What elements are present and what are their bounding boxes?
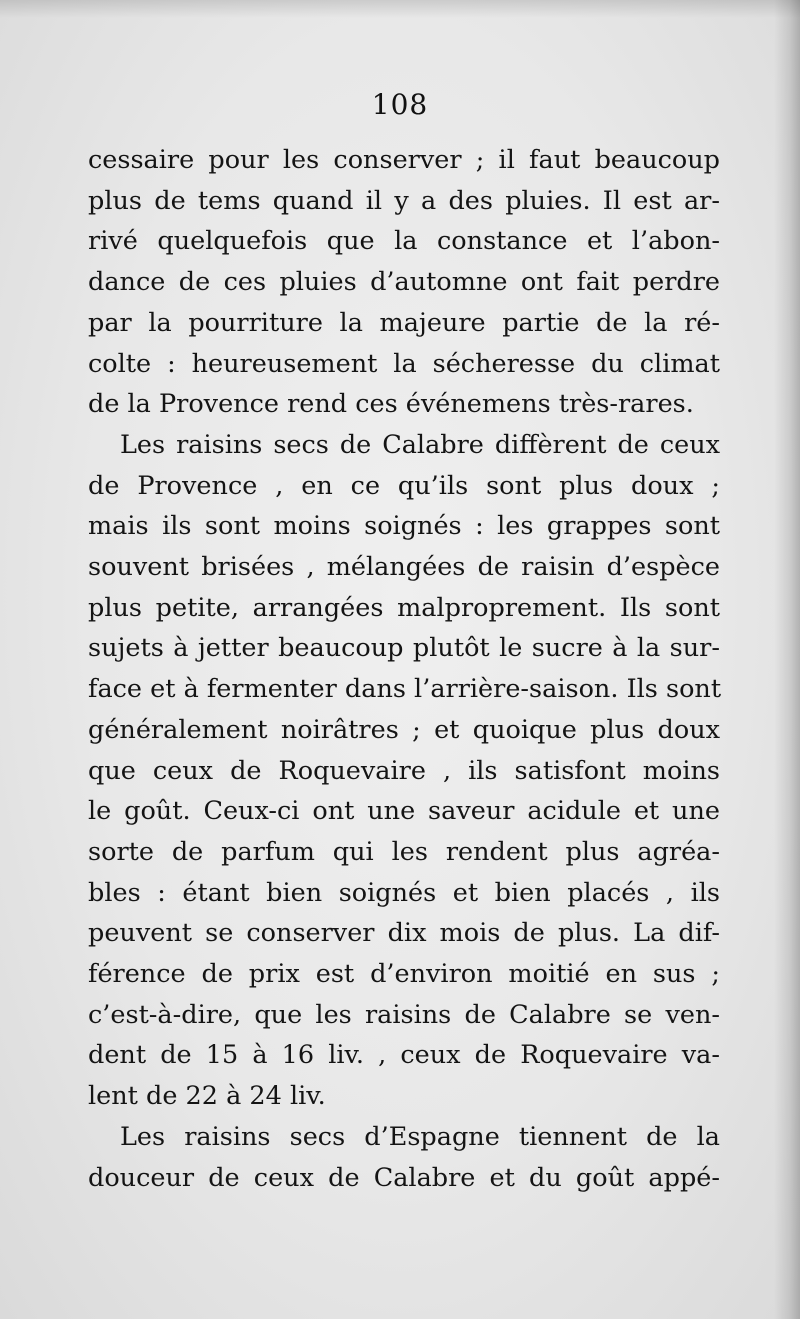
- text-line: peuvent se conserver dix mois de plus. La dif-: [88, 918, 720, 949]
- page-gutter-shadow: [774, 0, 800, 1319]
- text-line: le goût. Ceux-ci ont une saveur acidule et une: [88, 796, 720, 827]
- page-top-shadow: [0, 0, 800, 18]
- text-line: cessaire pour les conserver ; il faut beaucoup: [88, 145, 720, 175]
- text-line: lent de 22 à 24 liv.: [88, 1081, 326, 1112]
- text-line: que ceux de Roquevaire , ils satisfont moins: [88, 755, 720, 786]
- text-line: dance de ces pluies d’automne ont fait perdre: [88, 267, 720, 298]
- text-line: colte : heureusement la sécheresse du climat: [88, 348, 720, 379]
- text-line: de Provence , en ce qu’ils sont plus doux ;: [88, 470, 720, 501]
- text-line: sorte de parfum qui les rendent plus agréa-: [88, 836, 720, 867]
- text-line: généralement noirâtres ; et quoique plus doux: [88, 714, 720, 745]
- paragraph-first-line: Les raisins secs de Calabre diffèrent de ceux: [120, 429, 720, 460]
- page-number: 108: [371, 88, 429, 121]
- text-line: férence de prix est d’environ moitié en sus ;: [88, 959, 720, 990]
- body-text: [88, 140, 720, 1198]
- text-line: sujets à jetter beaucoup plutôt le sucre à la sur-: [88, 633, 720, 664]
- text-line: plus petite, arrangées malproprement. Ils sont: [88, 592, 720, 623]
- text-line: douceur de ceux de Calabre et du goût appé-: [88, 1162, 720, 1193]
- text-line: plus de tems quand il y a des pluies. Il est ar-: [88, 185, 720, 216]
- paragraph-first-line: Les raisins secs d’Espagne tiennent de la: [120, 1121, 720, 1152]
- text-line: mais ils sont moins soignés : les grappes sont: [88, 511, 720, 542]
- text-line: bles : étant bien soignés et bien placés , ils: [88, 877, 720, 908]
- text-line: face et à fermenter dans l’arrière-saison. Ils sont: [88, 674, 722, 705]
- text-line: de la Provence rend ces événemens très-rares.: [88, 389, 694, 420]
- text-line: dent de 15 à 16 liv. , ceux de Roquevaire va-: [88, 1040, 720, 1071]
- text-line: souvent brisées , mélangées de raisin d’espèce: [88, 552, 720, 583]
- text-line: rivé quelquefois que la constance et l’abon-: [88, 226, 720, 257]
- text-line: par la pourriture la majeure partie de la ré-: [88, 307, 720, 338]
- text-line: c’est-à-dire, que les raisins de Calabre se ven-: [88, 999, 720, 1030]
